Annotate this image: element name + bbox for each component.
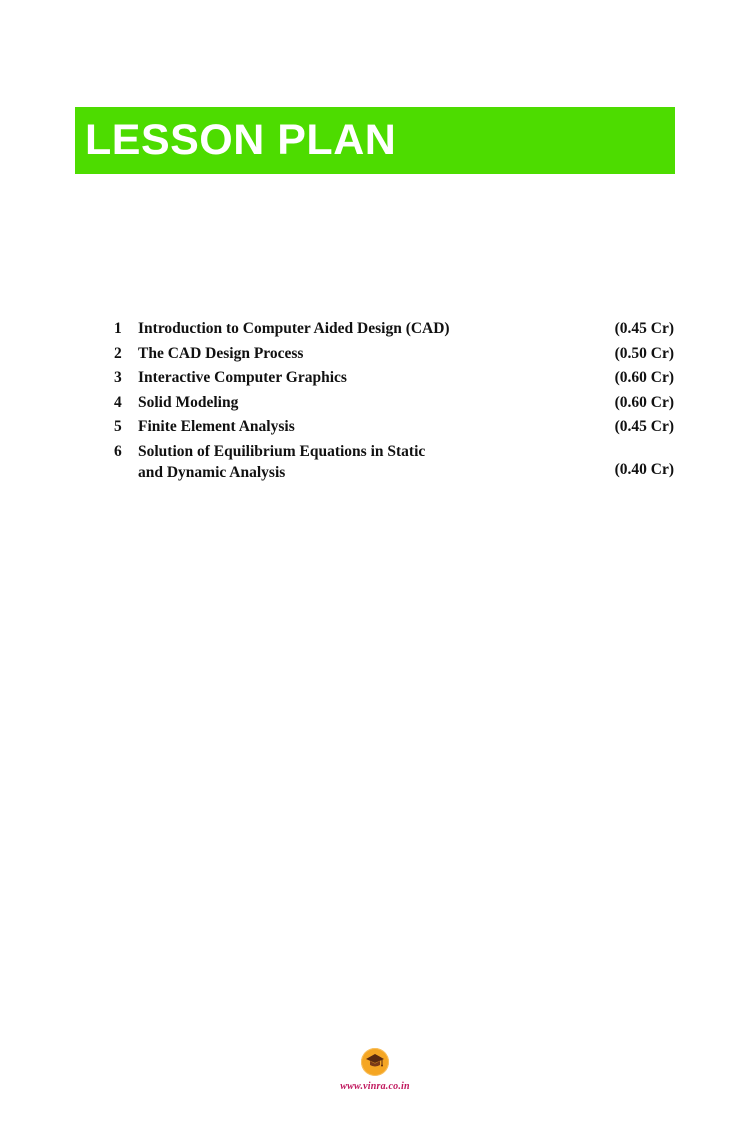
lesson-credit: (0.60 Cr) [614,369,674,387]
page-title: LESSON PLAN [85,116,397,164]
lesson-item [114,317,674,342]
lesson-item [114,366,674,391]
lesson-list [114,317,674,480]
lesson-plan-banner [75,107,675,174]
lesson-credit: (0.50 Cr) [614,344,674,362]
lesson-credit: (0.45 Cr) [614,320,674,337]
lesson-credit: (0.60 Cr) [614,393,674,411]
lesson-title-line-1: Solution of Equilibrium Equations in Static [138,442,426,460]
lesson-number: 1 [114,320,122,337]
footer-url[interactable]: www.vinra.co.in [340,1081,410,1092]
lesson-title: The CAD Design Process [138,344,304,362]
lesson-title: Introduction to Computer Aided Design (CAD) [138,320,450,337]
lesson-title: Interactive Computer Graphics [138,369,347,387]
lesson-number: 3 [114,369,122,387]
lesson-credit: (0.40 Cr) [614,460,674,478]
lesson-number: 5 [114,418,122,436]
lesson-title: Finite Element Analysis [138,418,295,436]
lesson-title: Solid Modeling [138,393,239,411]
lesson-item [114,342,674,367]
graduation-cap-icon [365,1053,385,1071]
publisher-logo [361,1048,389,1076]
lesson-item [114,391,674,416]
lesson-number: 6 [114,442,122,460]
lesson-number: 4 [114,393,122,411]
lesson-title-line-2: and Dynamic Analysis [138,463,286,481]
lesson-item [114,415,674,440]
lesson-credit: (0.45 Cr) [614,418,674,436]
lesson-item [114,440,674,480]
lesson-number: 2 [114,344,122,362]
lesson-title [138,440,425,483]
